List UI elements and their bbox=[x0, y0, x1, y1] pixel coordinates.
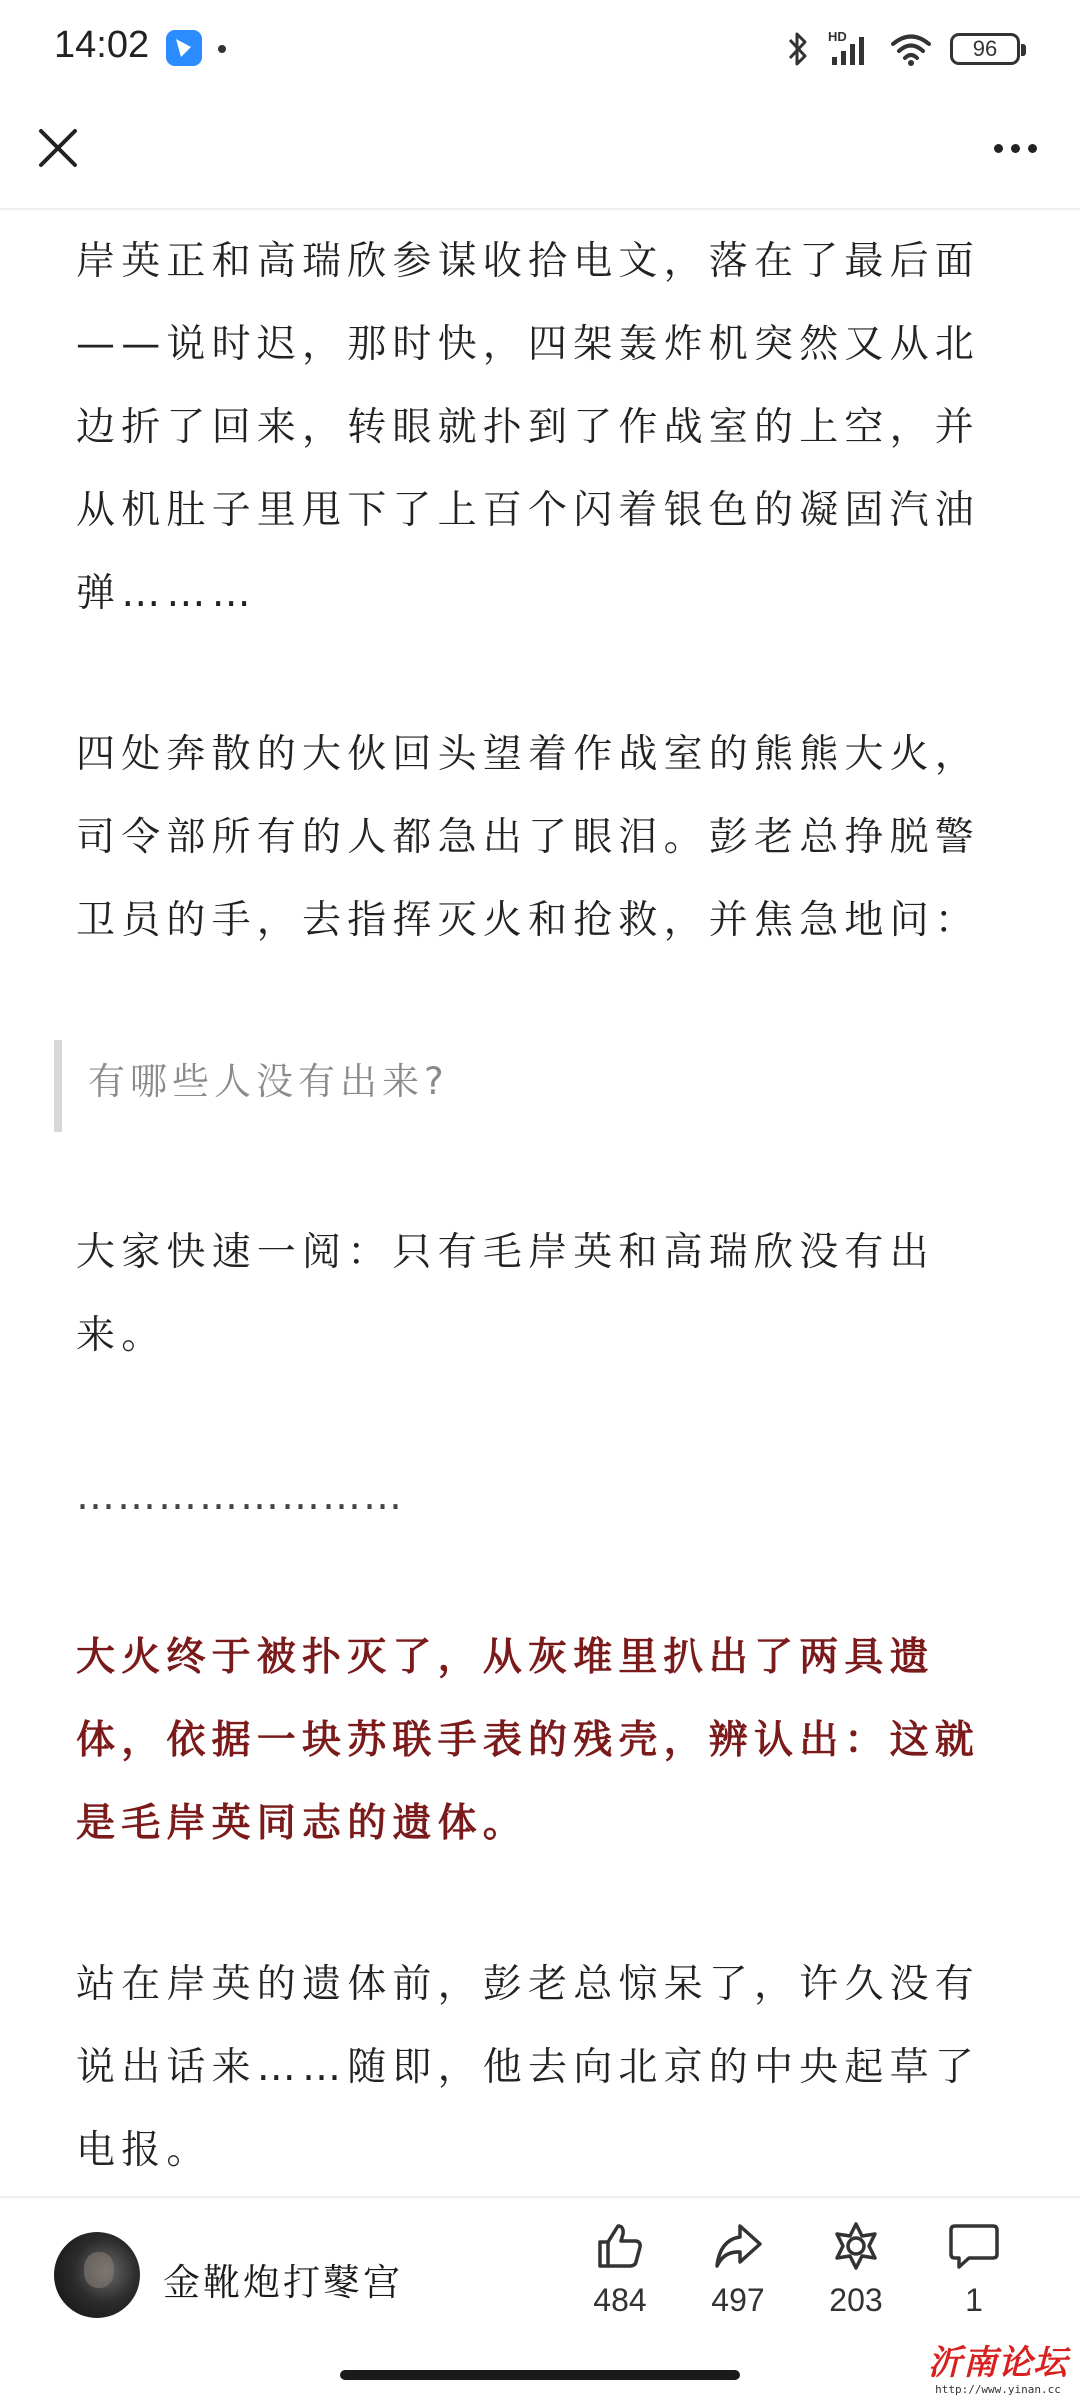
comment-bubble-icon bbox=[947, 2220, 1001, 2272]
article-paragraph: 站在岸英的遗体前，彭老总惊呆了，许久没有说出话来……随即，他去向北京的中央起草了电报。 bbox=[76, 1962, 981, 2173]
comment-count: 1 bbox=[965, 2282, 983, 2318]
article-paragraph: 岸英正和高瑞欣参谋收拾电文，落在了最后面——说时迟，那时快，四架轰炸机突然又从北边折了回来，转眼就扑到了作战室的上空，并从机肚子里甩下了上百个闪着银色的凝固汽油弹……… bbox=[76, 239, 981, 616]
emphasized-paragraph: 大火终于被扑灭了，从灰堆里扒出了两具遗体，依据一块苏联手表的残壳，辨认出：这就是毛岸英同志的遗体。 bbox=[76, 1635, 981, 1846]
app-notification-icon bbox=[166, 30, 202, 66]
article-paragraph: 四处奔散的大伙回头望着作战室的熊熊大火，司令部所有的人都急出了眼泪。彭老总挣脱警卫员的手，去指挥灭火和抢救，并焦急地问： bbox=[76, 732, 981, 943]
author-avatar[interactable] bbox=[54, 2232, 140, 2318]
bluetooth-icon bbox=[786, 29, 810, 69]
more-icon-dot bbox=[1028, 144, 1037, 153]
more-icon-dot bbox=[1011, 144, 1020, 153]
like-button[interactable] bbox=[570, 2220, 670, 2319]
more-icon-dot bbox=[994, 144, 1003, 153]
share-button[interactable] bbox=[688, 2220, 788, 2319]
blockquote: 有哪些人没有出来? bbox=[54, 1040, 1006, 1123]
article-paragraph: 大家快速一阅：只有毛岸英和高瑞欣没有出来。 bbox=[76, 1230, 935, 1358]
collect-count: 203 bbox=[829, 2282, 883, 2318]
wifi-icon bbox=[890, 31, 932, 67]
battery-icon: 96 bbox=[950, 33, 1020, 65]
home-indicator[interactable] bbox=[340, 2370, 740, 2380]
watermark bbox=[928, 2343, 1068, 2396]
thumbs-up-icon bbox=[594, 2220, 646, 2272]
share-arrow-icon bbox=[712, 2220, 764, 2272]
close-button[interactable] bbox=[28, 118, 88, 178]
signal-icon bbox=[828, 29, 872, 69]
collect-button[interactable] bbox=[806, 2220, 906, 2319]
watermark-logo: 沂南论坛 bbox=[928, 2343, 1068, 2383]
share-count: 497 bbox=[711, 2282, 765, 2318]
more-button[interactable] bbox=[980, 118, 1050, 178]
article-body bbox=[76, 220, 1006, 2192]
ellipsis-separator: …………………… bbox=[76, 1474, 404, 1519]
watermark-url: http://www.yinan.cc bbox=[935, 2383, 1061, 2396]
status-bar bbox=[0, 0, 1080, 96]
star-collect-icon bbox=[830, 2220, 882, 2272]
status-time: 14:02 bbox=[54, 24, 150, 66]
close-icon bbox=[38, 128, 78, 168]
network-type-label: HD bbox=[828, 29, 847, 44]
comment-button[interactable] bbox=[924, 2220, 1024, 2319]
top-nav bbox=[0, 96, 1080, 210]
notification-dot-icon bbox=[218, 45, 226, 53]
like-count: 484 bbox=[593, 2282, 647, 2318]
author-name[interactable]: 金靴炮打鼕宫 bbox=[163, 2261, 403, 2304]
status-icons bbox=[786, 26, 1020, 72]
